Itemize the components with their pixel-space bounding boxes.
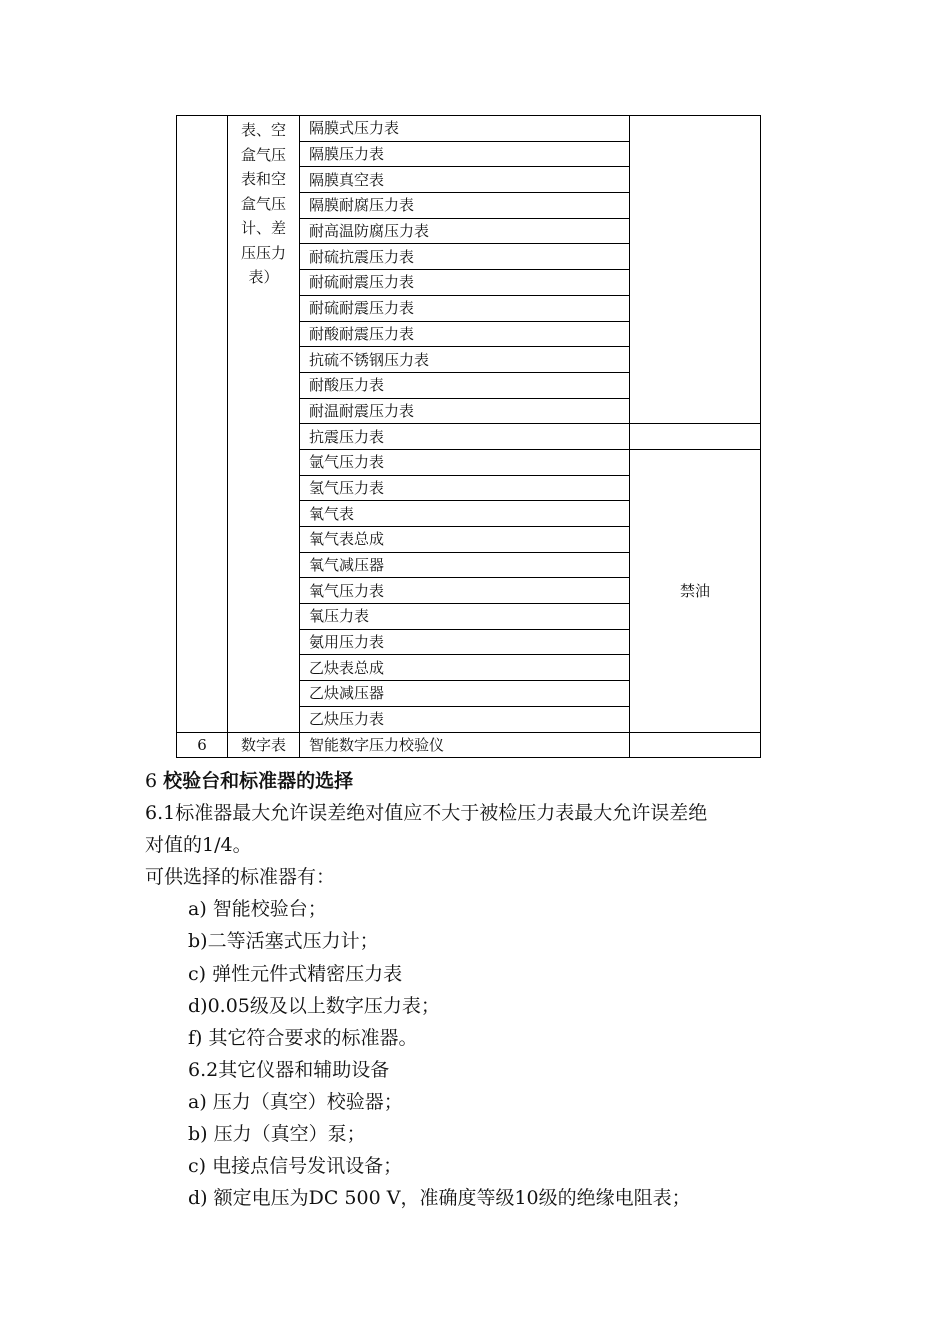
list-item: b) 压力（真空）泵； — [188, 1123, 366, 1146]
instrument-name: 氧气压力表 — [300, 578, 630, 604]
instrument-name: 隔膜压力表 — [300, 141, 630, 167]
instrument-name: 氢气压力表 — [300, 475, 630, 501]
category-line: 表、空 — [240, 121, 286, 139]
instrument-name: 氧气减压器 — [300, 552, 630, 578]
instrument-name: 隔膜式压力表 — [300, 116, 630, 142]
category-line: 盒气压 — [240, 145, 286, 164]
index-cell — [177, 116, 228, 733]
instrument-name: 耐硫抗震压力表 — [300, 244, 630, 270]
instrument-name: 氨用压力表 — [300, 629, 630, 655]
category-cell: 数字表 — [228, 732, 300, 758]
list-item: a) 智能校验台； — [188, 898, 327, 921]
instrument-name: 耐硫耐震压力表 — [300, 270, 630, 296]
list-item: b)二等活塞式压力计； — [188, 930, 379, 953]
index-cell: 6 — [177, 732, 228, 758]
category-line: 盒气压 — [240, 194, 286, 213]
section-text — [145, 765, 825, 1214]
table-row — [177, 116, 761, 142]
note-cell — [630, 732, 761, 758]
note-cell — [630, 424, 761, 450]
note-cell — [630, 116, 761, 424]
instrument-table — [176, 115, 761, 758]
heading-number: 6 — [145, 770, 158, 792]
list-item: a) 压力（真空）校验器； — [188, 1090, 403, 1113]
list-item: d)0.05级及以上数字压力表； — [188, 994, 440, 1017]
instrument-name: 氧气表总成 — [300, 527, 630, 553]
list-item: d) 额定电压为DC 500 V，准确度等级10级的绝缘电阻表； — [188, 1187, 691, 1210]
list-item: c) 电接点信号发讯设备； — [188, 1155, 403, 1178]
instrument-name: 抗硫不锈钢压力表 — [300, 347, 630, 373]
instrument-name: 耐温耐震压力表 — [300, 398, 630, 424]
subsection-heading: 6.2其它仪器和辅助设备 — [188, 1058, 390, 1081]
category-line: 表） — [248, 268, 279, 286]
instrument-name: 耐酸压力表 — [300, 372, 630, 398]
heading-title: 校验台和标准器的选择 — [163, 770, 354, 792]
category-cell — [228, 116, 300, 733]
paragraph-6-1-line: 6.1标准器最大允许误差绝对值应不大于被检压力表最大允许误差绝 — [145, 802, 708, 825]
instrument-name: 乙炔压力表 — [300, 706, 630, 732]
instrument-name: 乙炔表总成 — [300, 655, 630, 681]
standards-intro: 可供选择的标准器有： — [145, 866, 336, 889]
instrument-name: 耐高温防腐压力表 — [300, 218, 630, 244]
instrument-name: 智能数字压力校验仪 — [300, 732, 630, 758]
instrument-name: 隔膜耐腐压力表 — [300, 193, 630, 219]
instrument-name: 耐酸耐震压力表 — [300, 321, 630, 347]
instrument-name: 乙炔减压器 — [300, 681, 630, 707]
section-heading — [145, 765, 825, 797]
instrument-name: 抗震压力表 — [300, 424, 630, 450]
category-line: 计、差 — [240, 219, 286, 237]
list-item: c) 弹性元件式精密压力表 — [188, 962, 403, 985]
instrument-name: 耐硫耐震压力表 — [300, 295, 630, 321]
list-item: f) 其它符合要求的标准器。 — [188, 1026, 418, 1049]
instrument-name: 氩气压力表 — [300, 449, 630, 475]
table-row — [177, 732, 761, 758]
instrument-name: 氧压力表 — [300, 604, 630, 630]
oil-free-note: 禁油 — [630, 449, 761, 732]
instrument-name: 隔膜真空表 — [300, 167, 630, 193]
paragraph-6-1-line: 对值的1/4。 — [145, 834, 252, 857]
instrument-name: 氧气表 — [300, 501, 630, 527]
category-line: 压压力 — [240, 243, 286, 262]
category-line: 表和空 — [240, 170, 286, 188]
